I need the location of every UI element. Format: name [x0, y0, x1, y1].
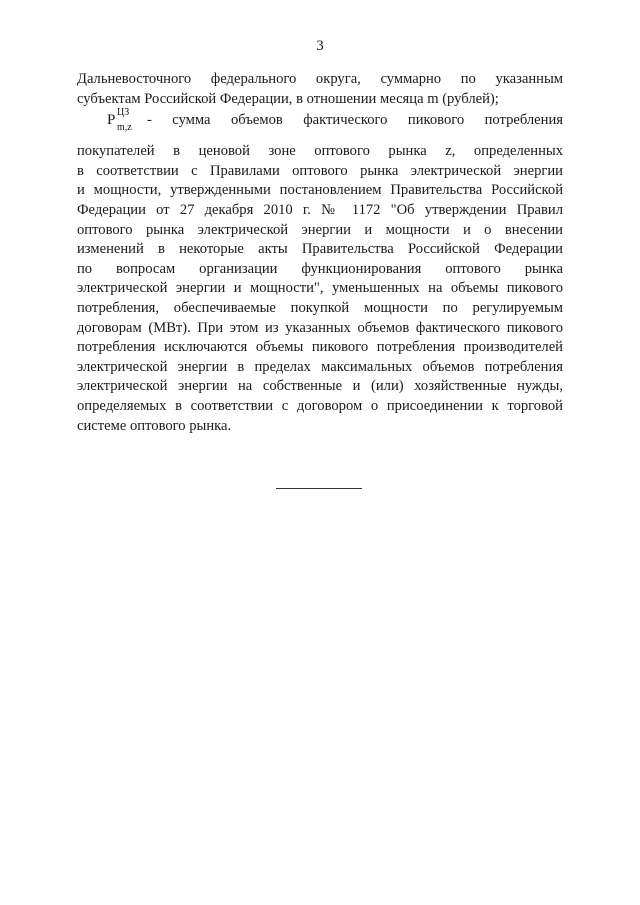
text-line: Дальневосточного федерального округа, суммарно по указанным: [77, 71, 563, 87]
text-line: и мощности, утвержденными постановлением Правительства Российской: [77, 182, 563, 199]
end-divider: [276, 488, 362, 489]
text-line: потребления исключаются объемы пикового потребления производителей: [77, 339, 563, 356]
text-line: потребления, обеспечиваемые покупкой мощности по регулируемым: [77, 299, 563, 316]
text-line: определяемых в соответствии с договором о присоединении к торговой: [77, 397, 563, 414]
text-line: покупателей в ценовой зоне оптового рынка z, определенных: [77, 143, 563, 160]
text-line: оптового рынка электрической энергии и мощности и о внесении: [77, 221, 563, 238]
text-line: договорам (МВт). При этом из указанных объемов фактического пикового: [77, 319, 563, 336]
symbol-superscript: ЦЗ: [117, 107, 130, 119]
text-line: электрической энергии в пределах максимальных объемов потребления: [77, 358, 563, 375]
text-line: электрической энергии и мощности", уменьшенных на объемы пикового: [77, 280, 563, 297]
text-line: Федерации от 27 декабря 2010 г. № 1172 "Об утверждении Правил: [77, 201, 563, 218]
definition-start: - сумма объемов фактического пикового потребления: [147, 112, 563, 129]
symbol-definition-line: [77, 109, 563, 142]
text-line: системе оптового рынка.: [77, 417, 232, 434]
text-line: изменений в некоторые акты Правительства Российской Федерации: [77, 241, 563, 258]
text-line: электрической энергии на собственные и (или) хозяйственные нужды,: [77, 378, 563, 395]
symbol-subscript: m,z: [117, 122, 132, 134]
text-line: субъектам Российской Федерации, в отношении месяца m (рублей);: [77, 90, 499, 107]
text-line: в соответствии с Правилами оптового рынка электрической энергии: [77, 162, 563, 179]
symbol-base: P: [107, 112, 116, 129]
text-line: по вопросам организации функционирования оптового рынка: [77, 260, 563, 277]
body-text: [77, 70, 563, 436]
page-number: 3: [316, 38, 324, 54]
formula-symbol: [107, 107, 147, 134]
